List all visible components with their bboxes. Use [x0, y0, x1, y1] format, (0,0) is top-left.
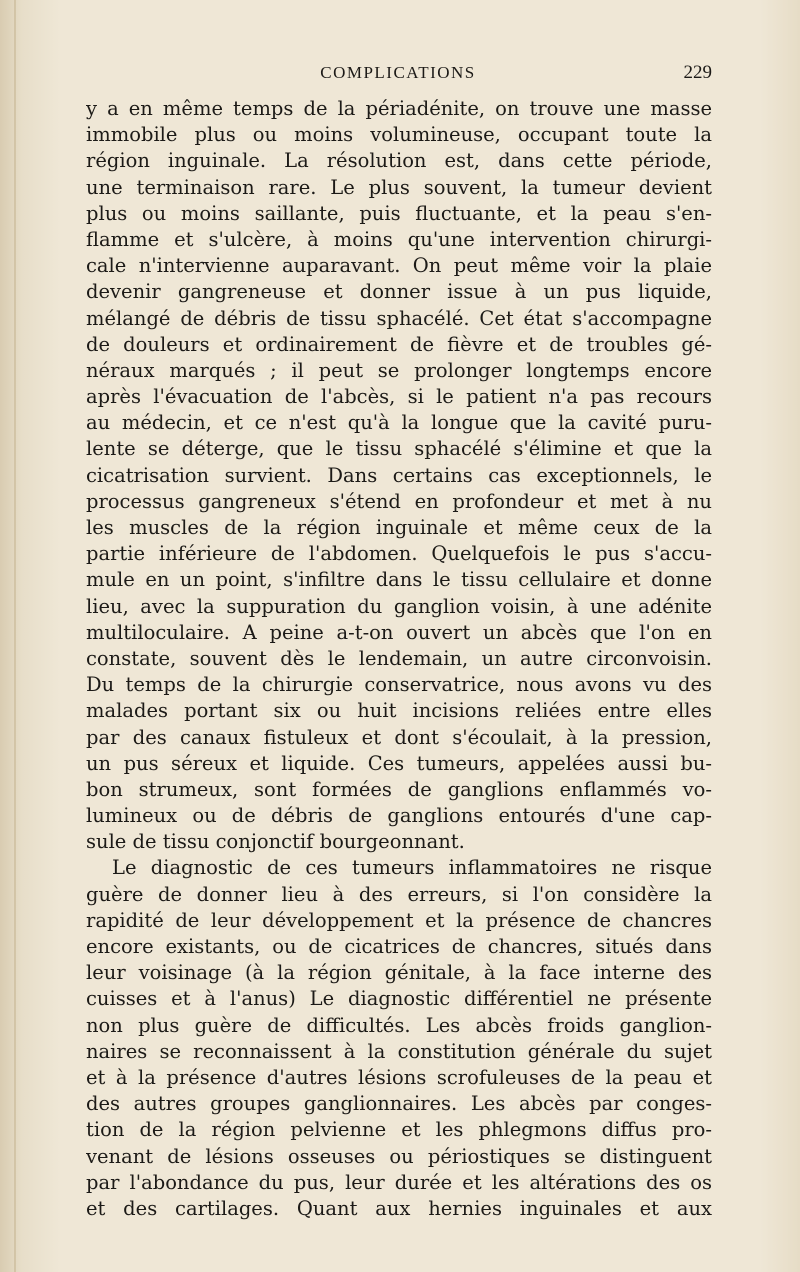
- text-line: après l'évacuation de l'abcès, si le patient n'a pas recours: [86, 385, 712, 409]
- text-line: région inguinale. La résolution est, dans cette période,: [86, 149, 712, 173]
- text-line: lumineux ou de débris de ganglions entourés d'une cap-: [86, 804, 712, 828]
- text-line: processus gangreneux s'étend en profondeur et met à nu: [86, 489, 712, 513]
- text-line: lente se déterge, que le tissu sphacélé s'élimine et que la: [86, 437, 712, 461]
- text-line: flamme et s'ulcère, à moins qu'une intervention chirurgi-: [86, 227, 712, 251]
- text-line: de douleurs et ordinairement de fièvre et de troubles gé-: [86, 332, 712, 356]
- text-line: leur voisinage (à la région génitale, à la face interne des: [86, 961, 712, 985]
- text-line: multiloculaire. A peine a-t-on ouvert un abcès que l'on en: [86, 620, 712, 644]
- text-line: y a en même temps de la périadénite, on trouve une masse: [86, 97, 712, 120]
- text-line: tion de la région pelvienne et les phlegmons diffus pro-: [86, 1118, 712, 1142]
- text-line: devenir gangreneuse et donner issue à un pus liquide,: [86, 280, 712, 304]
- text-line: Le diagnostic de ces tumeurs inflammatoires ne risque: [112, 856, 712, 880]
- running-title: COMPLICATIONS: [320, 63, 476, 82]
- text-line: et des cartilages. Quant aux hernies inguinales et aux: [86, 1196, 712, 1220]
- text-line: cicatrisation survient. Dans certains cas exceptionnels, le: [86, 463, 712, 487]
- text-line: immobile plus ou moins volumineuse, occupant toute la: [86, 123, 712, 147]
- text-line: Du temps de la chirurgie conservatrice, nous avons vu des: [86, 673, 712, 697]
- text-line: sule de tissu conjonctif bourgeonnant.: [86, 830, 465, 854]
- text-line: un pus séreux et liquide. Ces tumeurs, appelées aussi bu-: [86, 751, 712, 775]
- text-line: mule en un point, s'infiltre dans le tissu cellulaire et donne: [86, 568, 712, 592]
- text-line: au médecin, et ce n'est qu'à la longue que la cavité puru-: [86, 411, 712, 435]
- text-line: malades portant six ou huit incisions reliées entre elles: [86, 699, 712, 723]
- text-line: cuisses et à l'anus) Le diagnostic différentiel ne présente: [86, 987, 712, 1011]
- text-line: lieu, avec la suppuration du ganglion voisin, à une adénite: [86, 594, 712, 618]
- page-header: [84, 58, 712, 88]
- text-line: guère de donner lieu à des erreurs, si l'on considère la: [86, 882, 712, 906]
- text-line: mélangé de débris de tissu sphacélé. Cet état s'accompagne: [86, 306, 712, 330]
- text-line: par l'abondance du pus, leur durée et les altérations des os: [86, 1170, 712, 1194]
- text-line: les muscles de la région inguinale et même ceux de la: [86, 516, 712, 539]
- text-line: bon strumeux, sont formées de ganglions enflammés vo-: [86, 777, 712, 801]
- binding-gutter: [14, 0, 16, 1272]
- text-line: une terminaison rare. Le plus souvent, la tumeur devient: [86, 175, 712, 199]
- page-number: 229: [683, 62, 712, 83]
- text-line: par des canaux fistuleux et dont s'écoulait, à la pression,: [86, 725, 712, 749]
- text-line: et à la présence d'autres lésions scrofuleuses de la peau et: [86, 1065, 712, 1089]
- text-line: néraux marqués ; il peut se prolonger longtemps encore: [86, 358, 712, 382]
- text-line: des autres groupes ganglionnaires. Les abcès par conges-: [86, 1092, 712, 1116]
- text-line: plus ou moins saillante, puis fluctuante, et la peau s'en-: [86, 201, 712, 225]
- body-text: [86, 96, 712, 1222]
- text-line: cale n'intervienne auparavant. On peut même voir la plaie: [86, 254, 712, 278]
- text-line: partie inférieure de l'abdomen. Quelquefois le pus s'accu-: [86, 542, 712, 566]
- text-line: rapidité de leur développement et la présence de chancres: [86, 908, 712, 932]
- text-line: constate, souvent dès le lendemain, un autre circonvoisin.: [86, 646, 712, 670]
- text-line: non plus guère de difficultés. Les abcès froids ganglion-: [86, 1013, 712, 1037]
- text-line: naires se reconnaissent à la constitution générale du sujet: [86, 1039, 712, 1063]
- text-line: venant de lésions osseuses ou périostiques se distinguent: [86, 1144, 712, 1168]
- text-line: encore existants, ou de cicatrices de chancres, situés dans: [86, 935, 712, 958]
